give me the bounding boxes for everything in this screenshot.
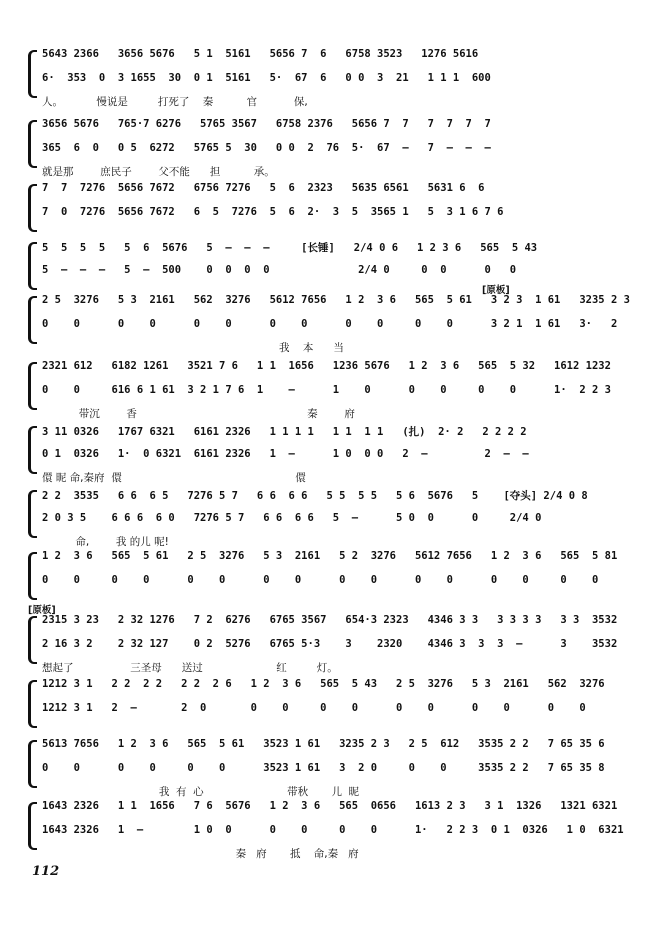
upper-staff: 1 2 3 6 565 5 61 2 5 3276 5 3 2161 5 2 3276 5612 7656 1 2 3 6 565 5 81 bbox=[42, 550, 618, 562]
system-brace bbox=[28, 490, 37, 538]
score-system-5 bbox=[28, 285, 642, 358]
system-brace bbox=[28, 426, 37, 474]
score-system-7 bbox=[28, 424, 642, 488]
lyrics-line: 人。 慢说是 打死了 秦 官 保, bbox=[42, 96, 308, 108]
score-system-2 bbox=[28, 118, 642, 182]
score-system-13 bbox=[28, 800, 642, 864]
lyrics-line: 带沉 香 秦 府 bbox=[42, 408, 355, 420]
section-mark-yuanban: [原板] bbox=[28, 605, 56, 616]
upper-staff: 5613 7656 1 2 3 6 565 5 61 3523 1 61 3235 2 3 2 5 612 3535 2 2 7 65 35 6 bbox=[42, 738, 605, 750]
score-system-10 bbox=[28, 605, 642, 678]
system-brace bbox=[28, 740, 37, 788]
lower-staff: 7 0 7276 5656 7672 6 5 7276 5 6 2· 3 5 3565 1 5 3 1 6 7 6 bbox=[42, 206, 504, 218]
lower-staff: 0 0 0 0 0 0 0 0 0 0 0 0 0 0 0 0 bbox=[42, 574, 599, 586]
system-brace bbox=[28, 184, 37, 232]
lower-staff: 1212 3 1 2 — 2 0 0 0 0 0 0 0 0 0 0 0 bbox=[42, 702, 586, 714]
lower-staff: 5 — — — 5 — 500 0 0 0 0 2/4 0 0 0 0 0 bbox=[42, 264, 517, 276]
score-system-8 bbox=[28, 488, 642, 552]
lower-staff: 1643 2326 1 — 1 0 0 0 0 0 0 1· 2 2 3 0 1 0326 1 0 6321 bbox=[42, 824, 624, 836]
lyrics-line: 命, 我 的儿 呢! bbox=[42, 536, 169, 548]
system-brace bbox=[28, 120, 37, 168]
system-brace bbox=[28, 616, 37, 664]
lyrics-line: 儇 昵 命,秦府 儇 儇 bbox=[42, 472, 306, 484]
page-number: 112 bbox=[32, 864, 60, 879]
lower-staff: 365 6 0 0 5 6272 5765 5 30 0 0 2 76 5· 67 — 7 — — — bbox=[42, 142, 491, 154]
system-brace bbox=[28, 50, 37, 98]
lyrics-line: 就是那 庶民子 父不能 担 承。 bbox=[42, 166, 275, 178]
score-system-4 bbox=[28, 240, 642, 290]
section-mark-yuanban: [原板] bbox=[482, 285, 510, 296]
lower-staff: 0 0 0 0 0 0 3523 1 61 3 2 0 0 0 3535 2 2 7 65 35 8 bbox=[42, 762, 605, 774]
lower-staff: 0 0 616 6 1 61 3 2 1 7 6 1 — 1 0 0 0 0 0 1· 2 2 3 bbox=[42, 384, 611, 396]
upper-staff: 1643 2326 1 1 1656 7 6 5676 1 2 3 6 565 0656 1613 2 3 3 1 1326 1321 6321 bbox=[42, 800, 618, 812]
upper-staff: 2 2 3535 6 6 6 5 7276 5 7 6 6 6 6 5 5 5 5 5 6 5676 5 [夺头] 2/4 0 8 bbox=[42, 490, 588, 502]
system-brace bbox=[28, 296, 37, 344]
system-brace bbox=[28, 242, 37, 290]
system-brace bbox=[28, 362, 37, 410]
lyrics-line: 秦 府 抵 命,秦 府 bbox=[42, 848, 359, 860]
upper-staff: 3656 5676 765·7 6276 5765 3567 6758 2376 5656 7 7 7 7 7 7 bbox=[42, 118, 491, 130]
upper-staff: 1212 3 1 2 2 2 2 2 2 2 6 1 2 3 6 565 5 43 2 5 3276 5 3 2161 562 3276 bbox=[42, 678, 605, 690]
score-system-3 bbox=[28, 182, 642, 232]
lower-staff: 2 0 3 5 6 6 6 6 0 7276 5 7 6 6 6 6 5 — 5 0 0 0 2/4 0 bbox=[42, 512, 542, 524]
system-brace bbox=[28, 680, 37, 728]
lower-staff: 6· 353 0 3 1655 30 0 1 5161 5· 67 6 0 0 3 21 1 1 1 600 bbox=[42, 72, 491, 84]
upper-staff: 2321 612 6182 1261 3521 7 6 1 1 1656 1236 5676 1 2 3 6 565 5 32 1612 1232 bbox=[42, 360, 611, 372]
lower-staff: 0 0 0 0 0 0 0 0 0 0 0 0 3 2 1 1 61 3· 2 bbox=[42, 318, 618, 330]
lyrics-line: 我 有 心 带秋 儿 昵 bbox=[42, 786, 360, 798]
upper-staff: 3 11 0326 1767 6321 6161 2326 1 1 1 1 1 1 1 1 (扎) 2· 2 2 2 2 2 bbox=[42, 426, 527, 438]
upper-staff: 2315 3 23 2 32 1276 7 2 6276 6765 3567 654·3 2323 4346 3 3 3 3 3 3 3 3 3532 bbox=[42, 614, 618, 626]
score-system-11 bbox=[28, 678, 642, 728]
system-brace bbox=[28, 552, 37, 600]
score-system-6 bbox=[28, 360, 642, 424]
upper-staff: 2 5 3276 5 3 2161 562 3276 5612 7656 1 2 3 6 565 5 61 3 2 3 1 61 3235 2 3 bbox=[42, 294, 630, 306]
upper-staff: 7 7 7276 5656 7672 6756 7276 5 6 2323 5635 6561 5631 6 6 bbox=[42, 182, 485, 194]
lyrics-line: 想起了 三圣母 送过 红 灯。 bbox=[42, 662, 338, 674]
score-system-12 bbox=[28, 738, 642, 802]
upper-staff: 5 5 5 5 5 6 5676 5 — — — [长锤] 2/4 0 6 1 2 3 6 565 5 43 bbox=[42, 242, 538, 254]
lyrics-line: 我 本 当 bbox=[42, 342, 344, 354]
lower-staff: 0 1 0326 1· 0 6321 6161 2326 1 — 1 0 0 0 2 — 2 — — bbox=[42, 448, 529, 460]
score-system-1 bbox=[28, 48, 642, 112]
upper-staff: 5643 2366 3656 5676 5 1 5161 5656 7 6 6758 3523 1276 5616 bbox=[42, 48, 479, 60]
system-brace bbox=[28, 802, 37, 850]
lower-staff: 2 16 3 2 2 32 127 0 2 5276 6765 5·3 3 2320 4346 3 3 3 — 3 3532 bbox=[42, 638, 618, 650]
score-system-9 bbox=[28, 550, 642, 600]
